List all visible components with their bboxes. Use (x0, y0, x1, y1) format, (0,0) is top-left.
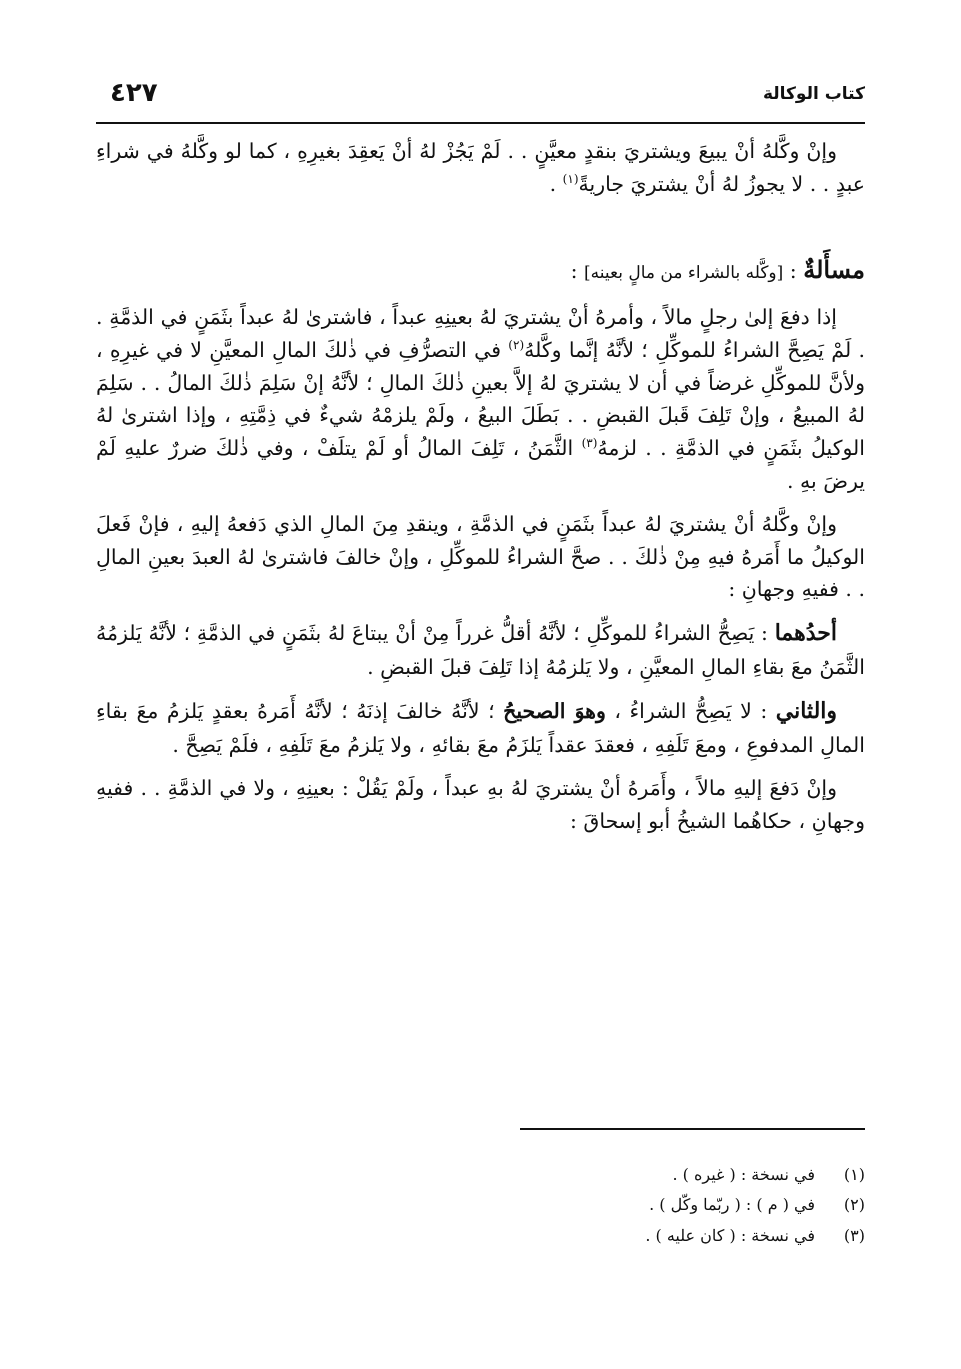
view-verdict: وهوَ الصحيحُ (503, 699, 606, 724)
issue-after: : (570, 258, 584, 283)
footnote-number: (٣) (843, 1225, 865, 1245)
view-text: : لا يَصِحُّ الشراءُ ، (605, 699, 776, 724)
footnote-number: (١) (843, 1165, 865, 1184)
issue-heading (96, 251, 865, 289)
footnote (96, 1160, 865, 1190)
footnote-ref: (٣) (581, 436, 598, 451)
footnote-text: في ( م ) : ( ربّما وكّل ) . (649, 1195, 815, 1215)
footnote (96, 1190, 865, 1220)
paragraph-text-mid: في التصرُّفِ في ذٰلكَ المالِ المعيَّنِ لا في غيرِهِ ، ولأنَّ للموكِّلِ غرضاً في أن لا يشتريَ لهُ إلاَّ بعينِ ذٰلكَ المالِ ؛ لأنَّهُ إنْ سَلِمَ ذٰلكَ المالُ . . سَلِمَ لهُ المبيعُ ، وإنْ تَلِفَ قَبلَ القبضِ . . بَطَلَ البيعُ ، ولَمْ يلزمْهُ شيءٌ في ذِمَّتِهِ ، وإذا اشترىٰ لهُ الوكيلُ بثَمَنٍ في الذمَّةِ . . لزمهُ (96, 337, 865, 461)
paragraph-text: وإنْ وكَّلهُ أنْ يبيعَ ويشتريَ بنقدٍ معيَّنٍ . . لَمْ يَجُزْ لهُ أنْ يَعقِدَ بغيرِهِ ، كما لو وكَّلهُ في شراءِ عبدٍ . . لا يجوزُ لهُ أنْ يشتريَ جاريةً (96, 139, 865, 196)
footnote-text: في نسخة : ( كان عليه ) . (645, 1225, 815, 1245)
footnote-ref: (٢) (508, 337, 525, 352)
paragraph-text: إذا دفعَ إلىٰ رجلٍ مالاً ، وأمرهُ أنْ يشتريَ لهُ بعينِهِ عبداً ، فاشترىٰ لهُ عبداً بثَمَنٍ في الذمَّةِ . . لَمْ يَصِحَّ الشراءُ للموكِّلِ ؛ لأنَّهُ إنَّما وكَّلهُ (96, 304, 865, 362)
footnote-text: في نسخة : ( غيره ) . (672, 1165, 815, 1184)
page-number: ٤٢٧ (110, 78, 158, 108)
paragraph-1 (96, 135, 865, 201)
body-text (96, 135, 865, 848)
footnote-number: (٢) (843, 1195, 865, 1215)
page-header (96, 72, 865, 124)
footnote (96, 1221, 865, 1251)
footnote-divider (520, 1128, 865, 1130)
issue-subtitle: [وكَّله بالشراء من مالٍ بعينه] (584, 262, 784, 283)
view-text: : يَصِحُّ الشراءُ للموكِّلِ ؛ لأنَّهُ أقلُّ غرراً مِنْ أنْ يبتاعَ لهُ بثَمَنٍ في الذمَّةِ ؛ لأنَّهُ يَلزمُهُ الثَّمَنُ معَ بقاءِ المالِ المعيَّنِ ، ولا يَلزمُهُ إذا تَلِفَ قبلَ القبضِ . (96, 621, 865, 680)
view-text-end: ؛ لأنَّهُ خالفَ إذنَهُ ؛ لأنَّهُ أَمَرهُ بعقدٍ يَلزمُ معَ بقاءِ المالِ المدفوعِ ، ومعَ تَلَفِهِ ، فعقدَ عقداً يَلزَمُ معَ بقائهِ ، ولا يَلزمُ معَ تَلَفِهِ ، فلَمْ يَصِحَّ . (96, 699, 865, 758)
paragraph-tail: . (549, 171, 563, 196)
running-title: كتاب الوكالة (762, 84, 865, 104)
footnotes (96, 1160, 865, 1251)
view-second (96, 694, 865, 762)
footnote-ref: (١) (562, 171, 579, 186)
paragraph-2 (96, 301, 865, 498)
paragraph-last (96, 772, 865, 838)
issue-label: مسأَلةٌ (803, 254, 865, 284)
paragraph-3 (96, 508, 865, 606)
view-lead: والثاني (775, 698, 838, 725)
view-lead: أحدُهما (774, 620, 837, 647)
paragraph-text: وإنْ دَفعَ إليهِ مالاً ، وأَمَرهُ أنْ يشتريَ لهُ بهِ عبداً ، ولَمْ يَقُلْ : بعينِهِ ، ولا في الذمَّةِ . . ففيهِ وجهانِ ، حكاهُما الشيخُ أبو إسحاقَ : (96, 776, 865, 833)
paragraph-text-end: الثَّمَنُ ، تَلِفَ المالُ أو لَمْ يتلَفْ ، وفي ذٰلكَ ضررٌ عليهِ لَمْ يرضَ بهِ . (96, 436, 865, 493)
view-first (96, 616, 865, 684)
issue-colon: : (783, 258, 804, 283)
paragraph-text: وإنْ وكَّلهُ أنْ يشتريَ لهُ عبداً بثَمَنٍ في الذمَّةِ ، وينقدِ مِنَ المالِ الذي دَفعهُ إليهِ ، فإنْ فَعلَ الوكيلُ ما أَمَرهُ فيهِ مِنْ ذٰلكَ . . صحَّ الشراءُ للموكِّلِ ، وإنْ خالفَ فاشترىٰ لهُ العبدَ بعينِ المالِ . . ففيهِ وجهانِ : (96, 511, 865, 602)
